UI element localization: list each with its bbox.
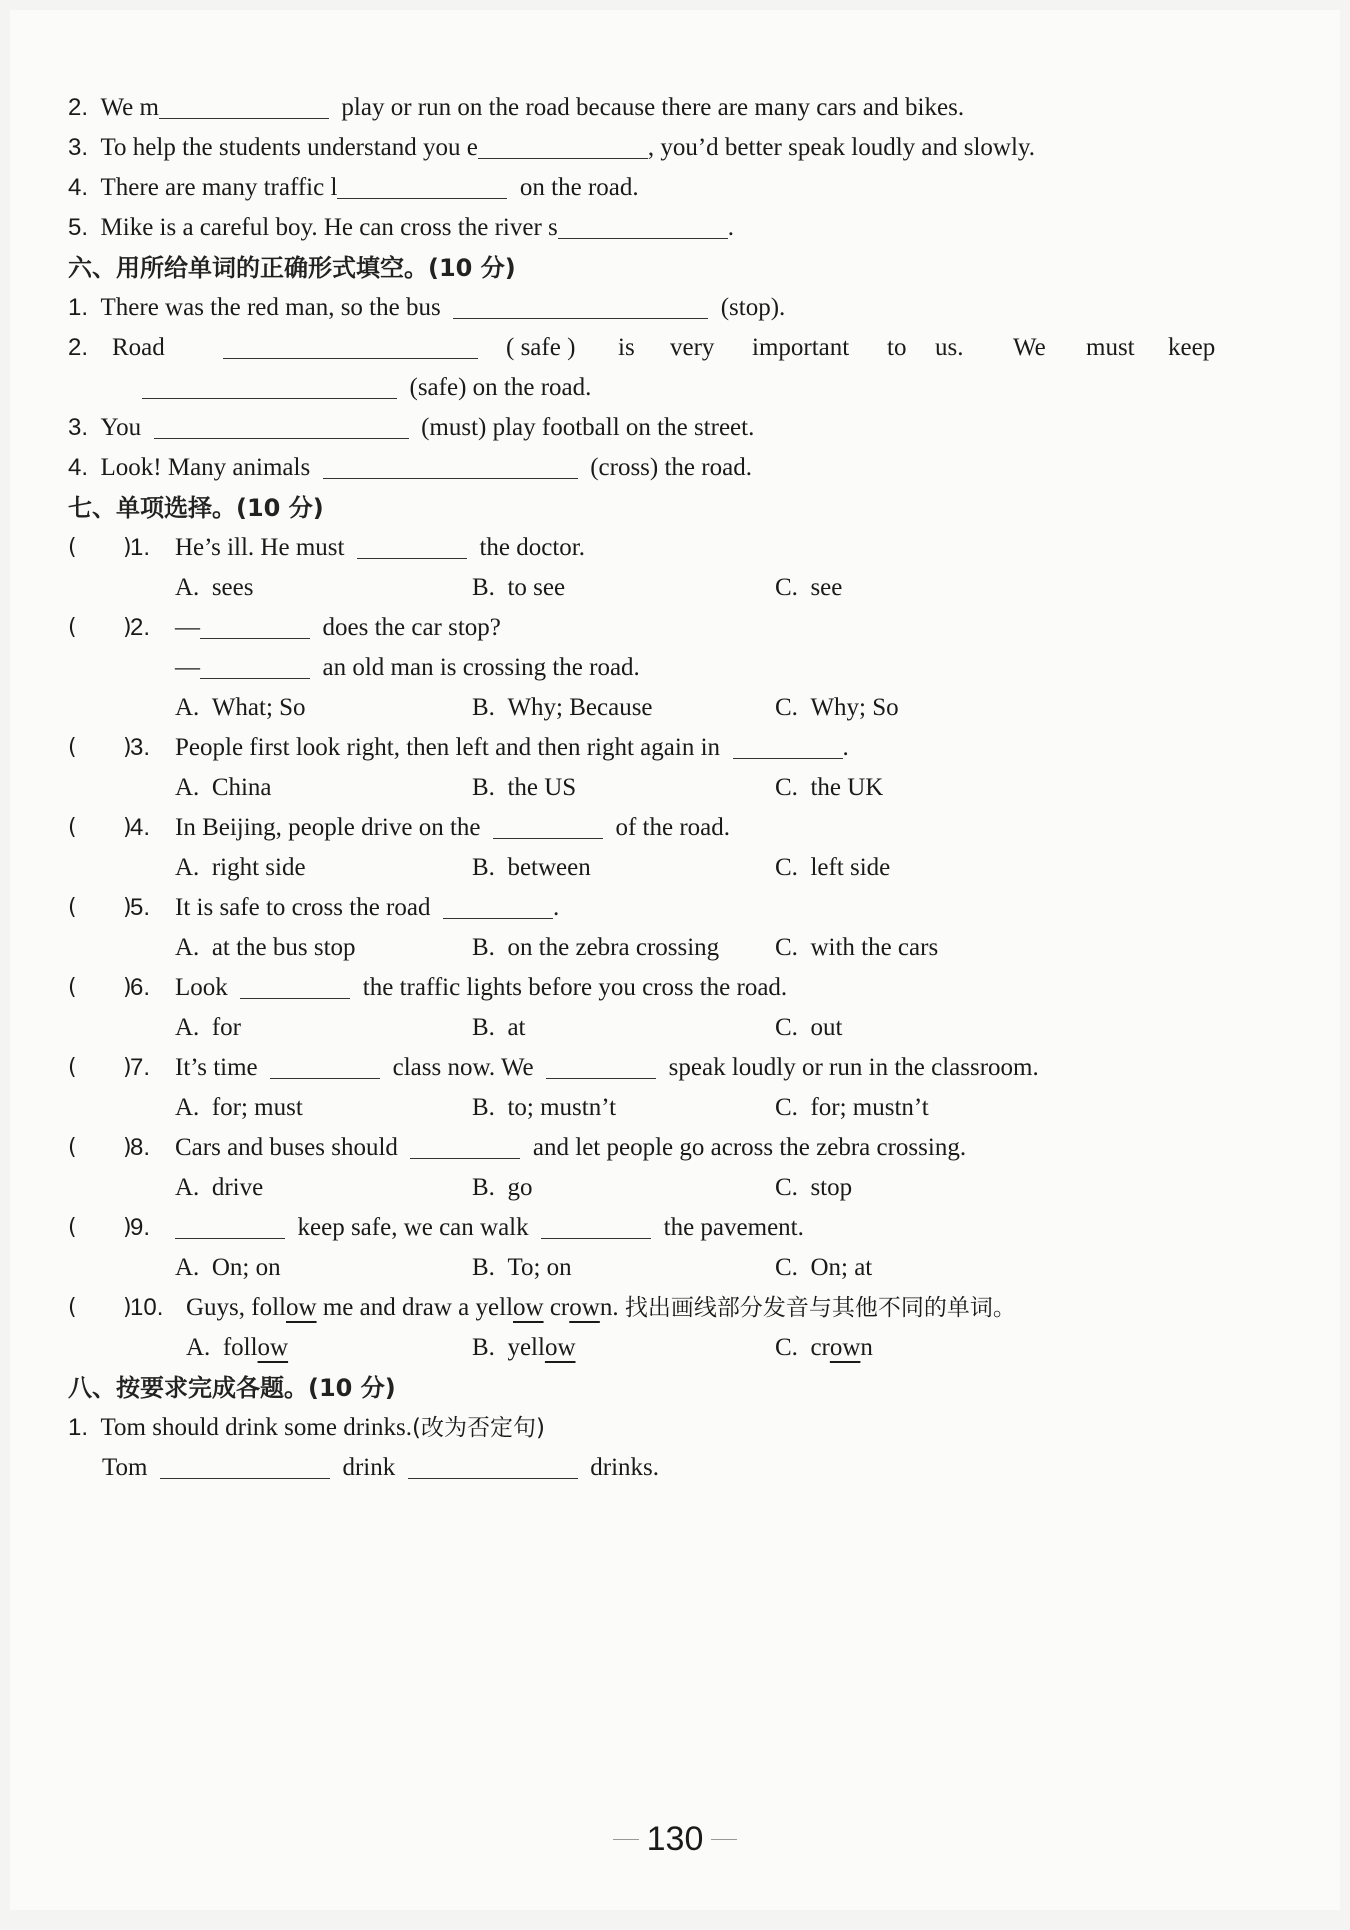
answer-blank[interactable] bbox=[453, 294, 708, 319]
answer-paren-open[interactable]: ( bbox=[68, 975, 77, 1000]
q2-option-a[interactable]: A. What; So bbox=[175, 694, 306, 721]
answer-paren-close: ) bbox=[123, 815, 132, 840]
answer-paren-close: ) bbox=[123, 535, 132, 560]
answer-blank[interactable] bbox=[160, 1454, 330, 1479]
answer-blank[interactable] bbox=[323, 454, 578, 479]
s8-q1-answer: Tom drink drinks. bbox=[102, 1454, 660, 1481]
s7-q2-line2: — an old man is crossing the road. bbox=[175, 654, 640, 681]
s7-q1-stem: He’s ill. He must the doctor. bbox=[175, 534, 585, 561]
s6-q2-w5: important bbox=[752, 334, 850, 361]
s6-q2-blank1 bbox=[223, 332, 478, 364]
s5-q5: 5. Mike is a careful boy. He can cross the river s . bbox=[68, 214, 735, 241]
s5-q2: 2. We m play or run on the road because there are many cars and bikes. bbox=[68, 94, 965, 121]
answer-paren-open[interactable]: ( bbox=[68, 1215, 77, 1240]
s7-q2-line1: — does the car stop? bbox=[175, 614, 501, 641]
s6-q4: 4. Look! Many animals (cross) the road. bbox=[68, 454, 752, 481]
answer-paren-open[interactable]: ( bbox=[68, 535, 77, 560]
answer-blank[interactable] bbox=[493, 814, 603, 839]
answer-paren-open[interactable]: ( bbox=[68, 1055, 77, 1080]
answer-blank[interactable] bbox=[200, 614, 310, 639]
answer-blank[interactable] bbox=[337, 174, 507, 199]
s5-q4: 4. There are many traffic l on the road. bbox=[68, 174, 639, 201]
q4-option-b[interactable]: B. between bbox=[472, 854, 591, 881]
answer-blank[interactable] bbox=[142, 374, 397, 399]
answer-paren-open[interactable]: ( bbox=[68, 615, 77, 640]
answer-paren-close: ) bbox=[123, 975, 132, 1000]
s6-q2-w7: us. bbox=[935, 334, 964, 361]
answer-blank[interactable] bbox=[410, 1134, 520, 1159]
q10-option-a[interactable]: A. follow bbox=[186, 1334, 289, 1361]
s7-q4-stem: In Beijing, people drive on the of the road. bbox=[175, 814, 731, 841]
answer-paren-open[interactable]: ( bbox=[68, 815, 77, 840]
s7-q6-stem: Look the traffic lights before you cross the road. bbox=[175, 974, 788, 1001]
q6-number: 6. bbox=[130, 974, 151, 1001]
q7-number: 7. bbox=[130, 1054, 151, 1081]
s7-q7-stem: It’s time class now. We speak loudly or run in the classroom. bbox=[175, 1054, 1039, 1081]
answer-paren-close: ) bbox=[123, 615, 132, 640]
q2-option-b[interactable]: B. Why; Because bbox=[472, 694, 653, 721]
s8-q1: 1. Tom should drink some drinks.(改为否定句) bbox=[68, 1414, 545, 1441]
answer-paren-close: ) bbox=[123, 735, 132, 760]
answer-blank[interactable] bbox=[546, 1054, 656, 1079]
q5-number: 5. bbox=[130, 894, 151, 921]
answer-paren-open[interactable]: ( bbox=[68, 895, 77, 920]
s6-q2-w2: ( safe ) bbox=[506, 334, 576, 361]
q3-option-a[interactable]: A. China bbox=[175, 774, 272, 801]
answer-paren-close: ) bbox=[123, 1215, 132, 1240]
q4-option-a[interactable]: A. right side bbox=[175, 854, 306, 881]
q4-option-c[interactable]: C. left side bbox=[775, 854, 891, 881]
q9-option-b[interactable]: B. To; on bbox=[472, 1254, 572, 1281]
q10-option-b[interactable]: B. yellow bbox=[472, 1334, 576, 1361]
s6-q2-w9: must bbox=[1086, 334, 1135, 361]
q1-number: 1. bbox=[130, 534, 151, 561]
q5-option-a[interactable]: A. at the bus stop bbox=[175, 934, 356, 961]
s6-q2-line2: (safe) on the road. bbox=[142, 372, 591, 404]
s6-q2-w10: keep bbox=[1168, 334, 1216, 361]
s7-q3-stem: People first look right, then left and then right again in . bbox=[175, 734, 849, 761]
answer-paren-open[interactable]: ( bbox=[68, 1135, 77, 1160]
s7-q8-stem: Cars and buses should and let people go across the zebra crossing. bbox=[175, 1134, 967, 1161]
q2-number: 2. bbox=[130, 614, 151, 641]
q7-option-c[interactable]: C. for; mustn’t bbox=[775, 1094, 929, 1121]
q3-option-b[interactable]: B. the US bbox=[472, 774, 577, 801]
answer-blank[interactable] bbox=[478, 134, 648, 159]
section-6-heading: 六、用所给单词的正确形式填空。(10 分) bbox=[68, 254, 516, 282]
answer-blank[interactable] bbox=[541, 1214, 651, 1239]
answer-blank[interactable] bbox=[443, 894, 553, 919]
s6-q2-w1: Road bbox=[112, 334, 165, 361]
q6-option-c[interactable]: C. out bbox=[775, 1014, 843, 1041]
s6-q2-w6: to bbox=[887, 334, 907, 361]
page-number: 130 bbox=[646, 1820, 704, 1858]
q8-option-a[interactable]: A. drive bbox=[175, 1174, 264, 1201]
answer-blank[interactable] bbox=[733, 734, 843, 759]
q2-option-c[interactable]: C. Why; So bbox=[775, 694, 899, 721]
q7-option-a[interactable]: A. for; must bbox=[175, 1094, 303, 1121]
worksheet-page bbox=[10, 10, 1340, 1910]
q4-number: 4. bbox=[130, 814, 151, 841]
q9-option-a[interactable]: A. On; on bbox=[175, 1254, 281, 1281]
q5-option-c[interactable]: C. with the cars bbox=[775, 934, 939, 961]
answer-paren-close: ) bbox=[123, 1055, 132, 1080]
answer-blank[interactable] bbox=[240, 974, 350, 999]
footer-dash-right bbox=[711, 1839, 737, 1840]
q8-number: 8. bbox=[130, 1134, 151, 1161]
answer-paren-open[interactable]: ( bbox=[68, 1295, 77, 1320]
q10-option-c[interactable]: C. crown bbox=[775, 1334, 873, 1361]
q8-option-c[interactable]: C. stop bbox=[775, 1174, 853, 1201]
s6-q2-w8: We bbox=[1013, 334, 1046, 361]
s6-q2-w3: is bbox=[618, 334, 635, 361]
s6-q2-w4: very bbox=[670, 334, 715, 361]
answer-paren-open[interactable]: ( bbox=[68, 735, 77, 760]
q1-option-b[interactable]: B. to see bbox=[472, 574, 566, 601]
q3-number: 3. bbox=[130, 734, 151, 761]
s5-q3: 3. To help the students understand you e , you’d better speak loudly and slowly. bbox=[68, 134, 1036, 161]
q9-number: 9. bbox=[130, 1214, 151, 1241]
page-footer bbox=[10, 1820, 1340, 1859]
q3-option-c[interactable]: C. the UK bbox=[775, 774, 884, 801]
answer-blank[interactable] bbox=[270, 1054, 380, 1079]
s6-q3: 3. You (must) play football on the street. bbox=[68, 414, 755, 441]
q8-option-b[interactable]: B. go bbox=[472, 1174, 533, 1201]
q10-number: 10. bbox=[130, 1294, 164, 1321]
q5-option-b[interactable]: B. on the zebra crossing bbox=[472, 934, 720, 961]
q6-option-b[interactable]: B. at bbox=[472, 1014, 526, 1041]
answer-blank[interactable] bbox=[175, 1214, 285, 1239]
q7-option-b[interactable]: B. to; mustn’t bbox=[472, 1094, 617, 1121]
q1-option-c[interactable]: C. see bbox=[775, 574, 843, 601]
answer-blank[interactable] bbox=[408, 1454, 578, 1479]
answer-blank[interactable] bbox=[357, 534, 467, 559]
q6-option-a[interactable]: A. for bbox=[175, 1014, 241, 1041]
answer-blank[interactable] bbox=[154, 414, 409, 439]
answer-blank[interactable] bbox=[558, 214, 728, 239]
s6-q2-number: 2. bbox=[68, 334, 89, 361]
answer-blank[interactable] bbox=[159, 94, 329, 119]
q1-option-a[interactable]: A. sees bbox=[175, 574, 254, 601]
answer-paren-close: ) bbox=[123, 1295, 132, 1320]
section-7-heading: 七、单项选择。(10 分) bbox=[68, 494, 324, 522]
q9-option-c[interactable]: C. On; at bbox=[775, 1254, 873, 1281]
answer-paren-close: ) bbox=[123, 895, 132, 920]
section-8-heading: 八、按要求完成各题。(10 分) bbox=[68, 1374, 396, 1402]
answer-paren-close: ) bbox=[123, 1135, 132, 1160]
answer-blank[interactable] bbox=[200, 654, 310, 679]
s7-q5-stem: It is safe to cross the road . bbox=[175, 894, 560, 921]
s6-q1: 1. There was the red man, so the bus (stop). bbox=[68, 294, 786, 321]
answer-blank[interactable] bbox=[223, 334, 478, 359]
footer-dash-left bbox=[613, 1839, 639, 1840]
s7-q10-stem: Guys, follow me and draw a yellow crown. 找出画线部分发音与其他不同的单词。 bbox=[186, 1294, 1016, 1321]
s7-q9-stem: keep safe, we can walk the pavement. bbox=[175, 1212, 804, 1244]
